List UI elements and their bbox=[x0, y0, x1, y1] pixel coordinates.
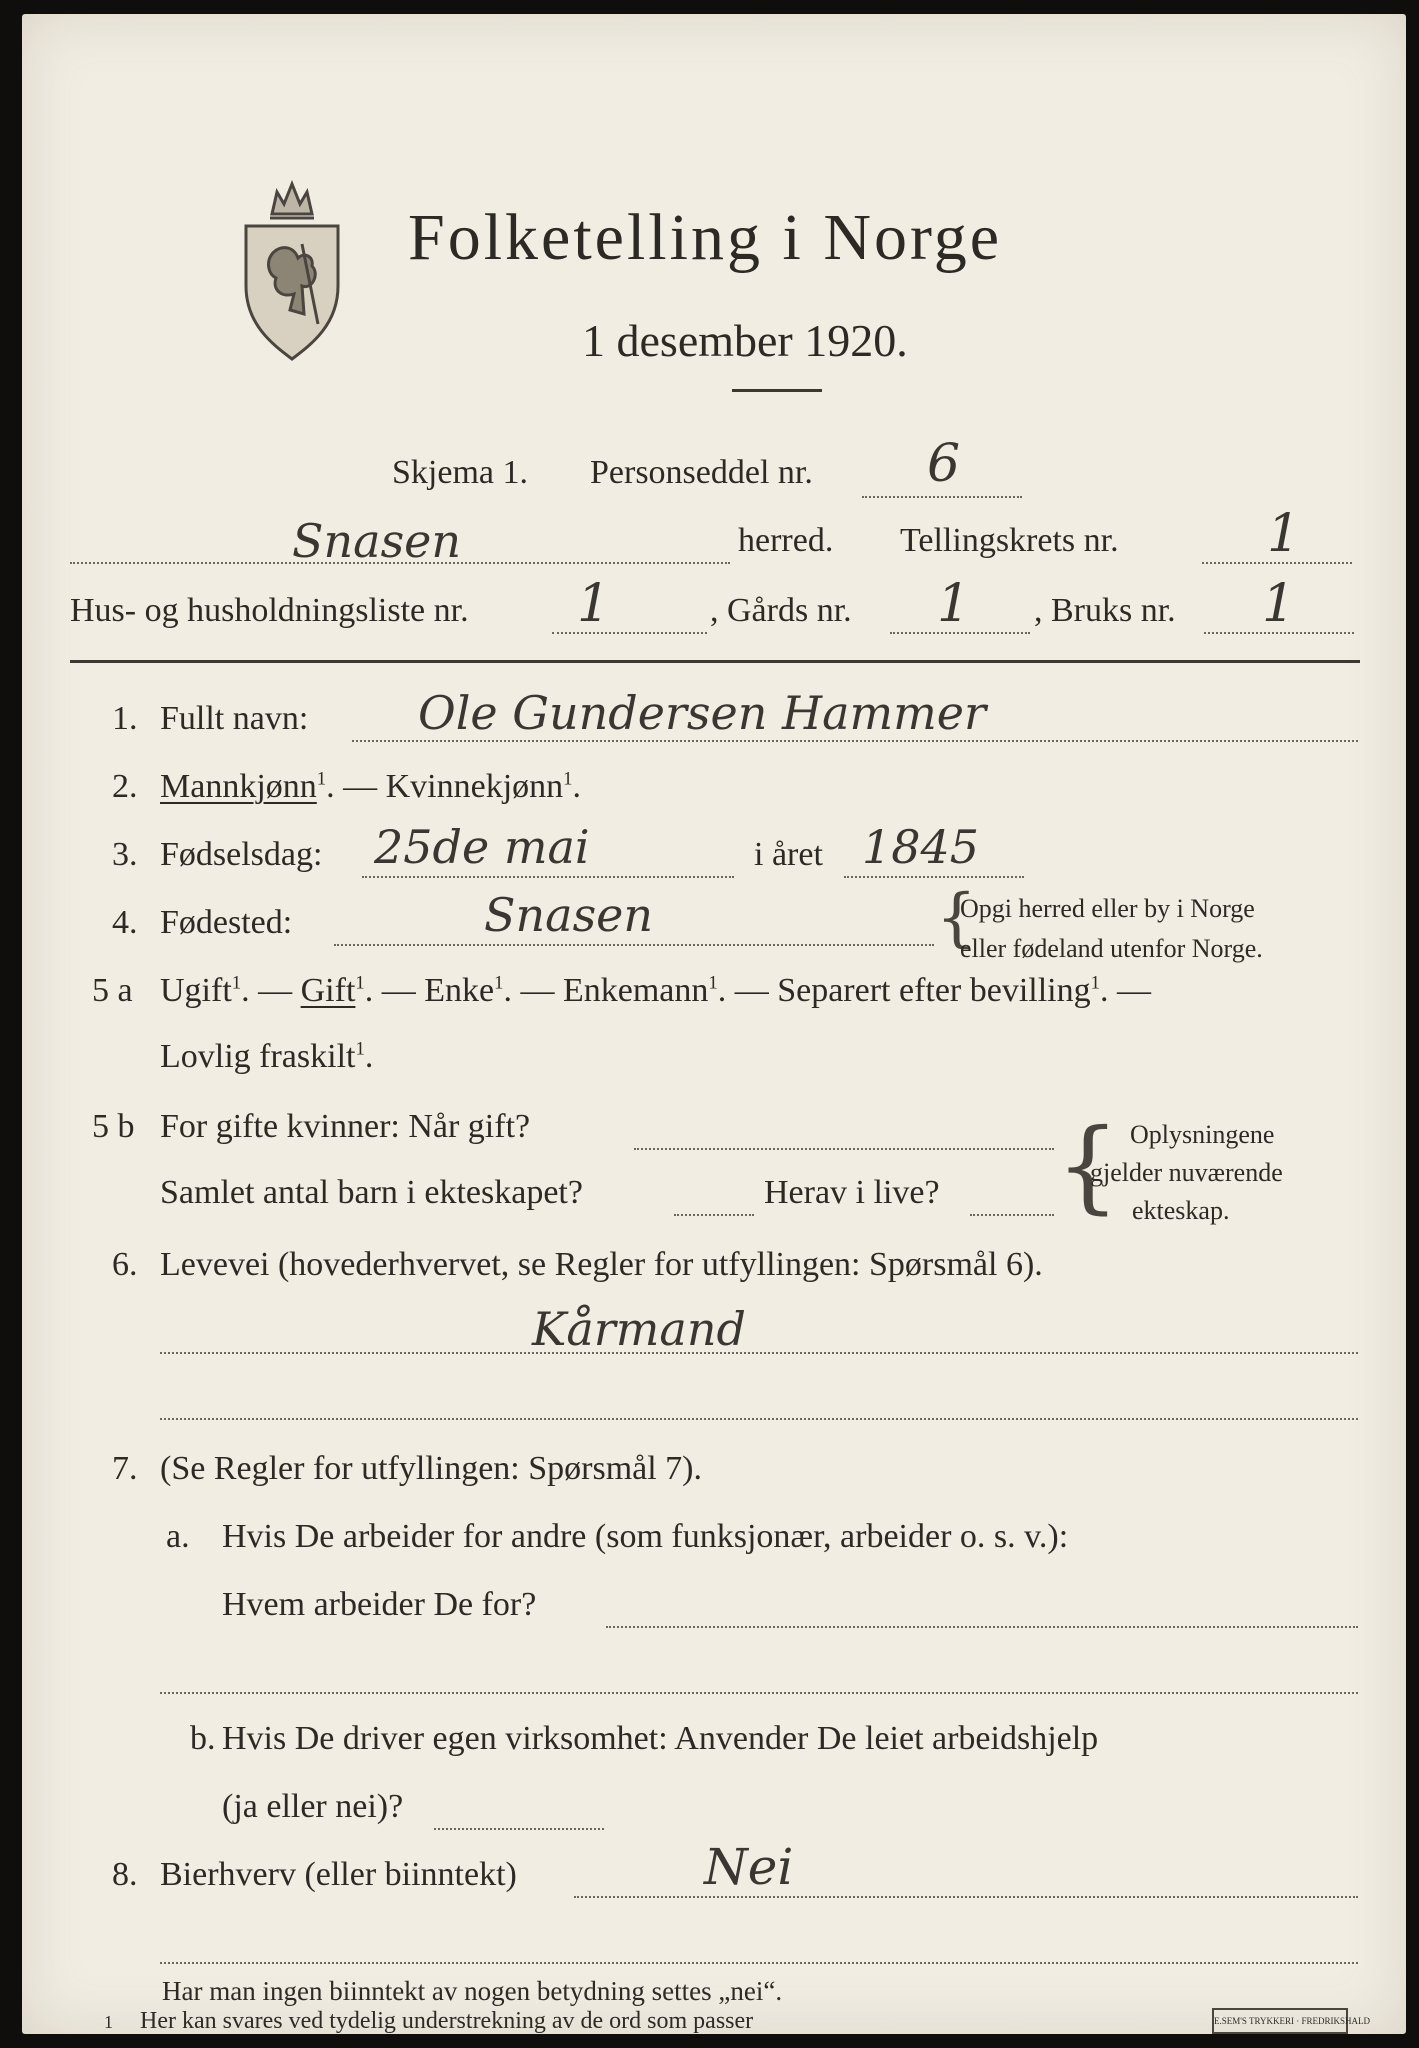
bruks-label: , Bruks nr. bbox=[1034, 592, 1176, 629]
tellingskrets-label: Tellingskrets nr. bbox=[900, 522, 1119, 559]
q8-number: 8. bbox=[112, 1856, 138, 1893]
q2-number: 2. bbox=[112, 768, 138, 805]
q6-number: 6. bbox=[112, 1246, 138, 1283]
header-separator bbox=[70, 660, 1360, 663]
q2-separator: . — bbox=[326, 768, 386, 805]
footnote-number: 1 bbox=[104, 2012, 113, 2032]
personseddel-value: 6 bbox=[927, 434, 961, 494]
q3-year-line bbox=[844, 876, 1024, 878]
bruks-value: 1 bbox=[1262, 574, 1296, 634]
printer-stamp: E.SEM'S TRYKKERI · FREDRIKSHALD bbox=[1212, 2008, 1348, 2034]
q4-note-1: Opgi herred eller by i Norge bbox=[960, 894, 1255, 923]
husliste-line bbox=[552, 632, 707, 634]
gender-female-option: Kvinnekjønn bbox=[385, 768, 564, 805]
q8-line bbox=[574, 1896, 1358, 1898]
birth-year-value: 1845 bbox=[862, 820, 980, 874]
q5b-married-label: For gifte kvinner: Når gift? bbox=[160, 1108, 531, 1145]
q2-options: Mannkjønn$^1$. — Kvinnekjønn$^1$. bbox=[160, 768, 582, 805]
q5b-alive-line bbox=[970, 1214, 1054, 1216]
herred-label: herred. bbox=[738, 522, 834, 559]
status-ugift-option: Ugift bbox=[160, 972, 232, 1009]
side-income-value: Nei bbox=[704, 1838, 794, 1896]
q5b-alive-label: Herav i live? bbox=[764, 1174, 940, 1211]
q7b-number: b. bbox=[190, 1720, 216, 1757]
q3-number: 3. bbox=[112, 836, 138, 873]
status-gift-option: Gift bbox=[300, 972, 356, 1009]
q7b-question: (ja eller nei)? bbox=[222, 1788, 404, 1825]
gards-label: , Gårds nr. bbox=[710, 592, 852, 629]
status-enke-option: Enke bbox=[424, 972, 495, 1009]
footer-note: Har man ingen biinntekt av nogen betydning settes „nei“. bbox=[162, 1976, 783, 2006]
q5b-brace: { bbox=[1056, 1107, 1120, 1224]
q7-label: (Se Regler for utfyllingen: Spørsmål 7). bbox=[160, 1450, 703, 1487]
form-title: Folketelling i Norge bbox=[408, 201, 1003, 274]
q4-note-2: eller fødeland utenfor Norge. bbox=[960, 934, 1263, 963]
q5b-note-2: gjelder nuværende bbox=[1090, 1158, 1283, 1187]
q7a-question: Hvem arbeider De for? bbox=[222, 1586, 537, 1623]
coat-of-arms-icon bbox=[232, 174, 352, 364]
q7-number: 7. bbox=[112, 1450, 138, 1487]
husliste-label: Hus- og husholdningsliste nr. bbox=[70, 592, 469, 629]
q7a-line-2 bbox=[160, 1692, 1358, 1694]
status-fraskilt-option: Lovlig fraskilt bbox=[160, 1038, 356, 1075]
q8-label: Bierhverv (eller biinntekt) bbox=[160, 1856, 517, 1893]
husliste-value: 1 bbox=[577, 574, 611, 634]
q5b-note-3: ekteskap. bbox=[1132, 1196, 1230, 1225]
occupation-value: Kårmand bbox=[532, 1302, 746, 1356]
q5a-number: 5 a bbox=[92, 972, 133, 1009]
q6-label: Levevei (hovederhvervet, se Regler for utfyllingen: Spørsmål 6). bbox=[160, 1246, 1043, 1283]
q7b-line bbox=[434, 1828, 604, 1830]
q3-label: Fødselsdag: bbox=[160, 836, 323, 873]
birthplace-value: Snasen bbox=[484, 888, 654, 942]
status-separert-option: Separert efter bevilling bbox=[777, 972, 1091, 1009]
tellingskrets-value: 1 bbox=[1267, 504, 1301, 564]
census-form-page bbox=[22, 14, 1406, 2034]
q4-label: Fødested: bbox=[160, 904, 293, 941]
title-divider bbox=[732, 389, 822, 392]
q4-line bbox=[334, 944, 934, 946]
q8-line-2 bbox=[160, 1962, 1358, 1964]
q7a-line bbox=[606, 1626, 1358, 1628]
herred-value: Snasen bbox=[292, 514, 462, 568]
q5a-options-2: Lovlig fraskilt$^1$. bbox=[160, 1038, 374, 1075]
q1-number: 1. bbox=[112, 700, 138, 737]
q5b-married-line bbox=[634, 1148, 1054, 1150]
q4-number: 4. bbox=[112, 904, 138, 941]
personseddel-line bbox=[862, 496, 1022, 498]
q6-line-1 bbox=[160, 1352, 1358, 1354]
q6-line-2 bbox=[160, 1418, 1358, 1420]
q3-date-line bbox=[362, 876, 734, 878]
q7a-text: Hvis De arbeider for andre (som funksjonær, arbeider o. s. v.): bbox=[222, 1518, 1069, 1555]
q1-label: Fullt navn: bbox=[160, 700, 309, 737]
q2-end: . bbox=[572, 768, 582, 805]
status-enkemann-option: Enkemann bbox=[562, 972, 709, 1009]
gards-value: 1 bbox=[937, 574, 971, 634]
q1-line bbox=[352, 740, 1358, 742]
q5b-note-1: Oplysningene bbox=[1130, 1120, 1275, 1149]
q3-year-label: i året bbox=[754, 836, 823, 873]
gender-male-option: Mannkjønn bbox=[160, 768, 317, 805]
footnote-text: Her kan svares ved tydelig understrekning av de ord som passer bbox=[140, 2008, 754, 2034]
q4-brace: { bbox=[936, 881, 977, 955]
form-date: 1 desember 1920. bbox=[582, 315, 908, 366]
q5b-children-label: Samlet antal barn i ekteskapet? bbox=[160, 1174, 583, 1211]
q5a-options: Ugift$^1$. — Gift$^1$. — Enke$^1$. — Enkemann$^1$. — Separert efter bevilling$^1$. — bbox=[160, 972, 1151, 1009]
q7b-text: Hvis De driver egen virksomhet: Anvender De leiet arbeidshjelp bbox=[222, 1720, 1099, 1757]
birth-date-value: 25de mai bbox=[374, 820, 590, 874]
skjema-label: Skjema 1. bbox=[392, 454, 528, 491]
personseddel-label: Personseddel nr. bbox=[590, 454, 813, 491]
full-name-value: Ole Gundersen Hammer bbox=[418, 686, 986, 740]
q5b-number: 5 b bbox=[92, 1108, 135, 1145]
q7a-number: a. bbox=[166, 1518, 190, 1555]
q5b-children-line bbox=[674, 1214, 754, 1216]
